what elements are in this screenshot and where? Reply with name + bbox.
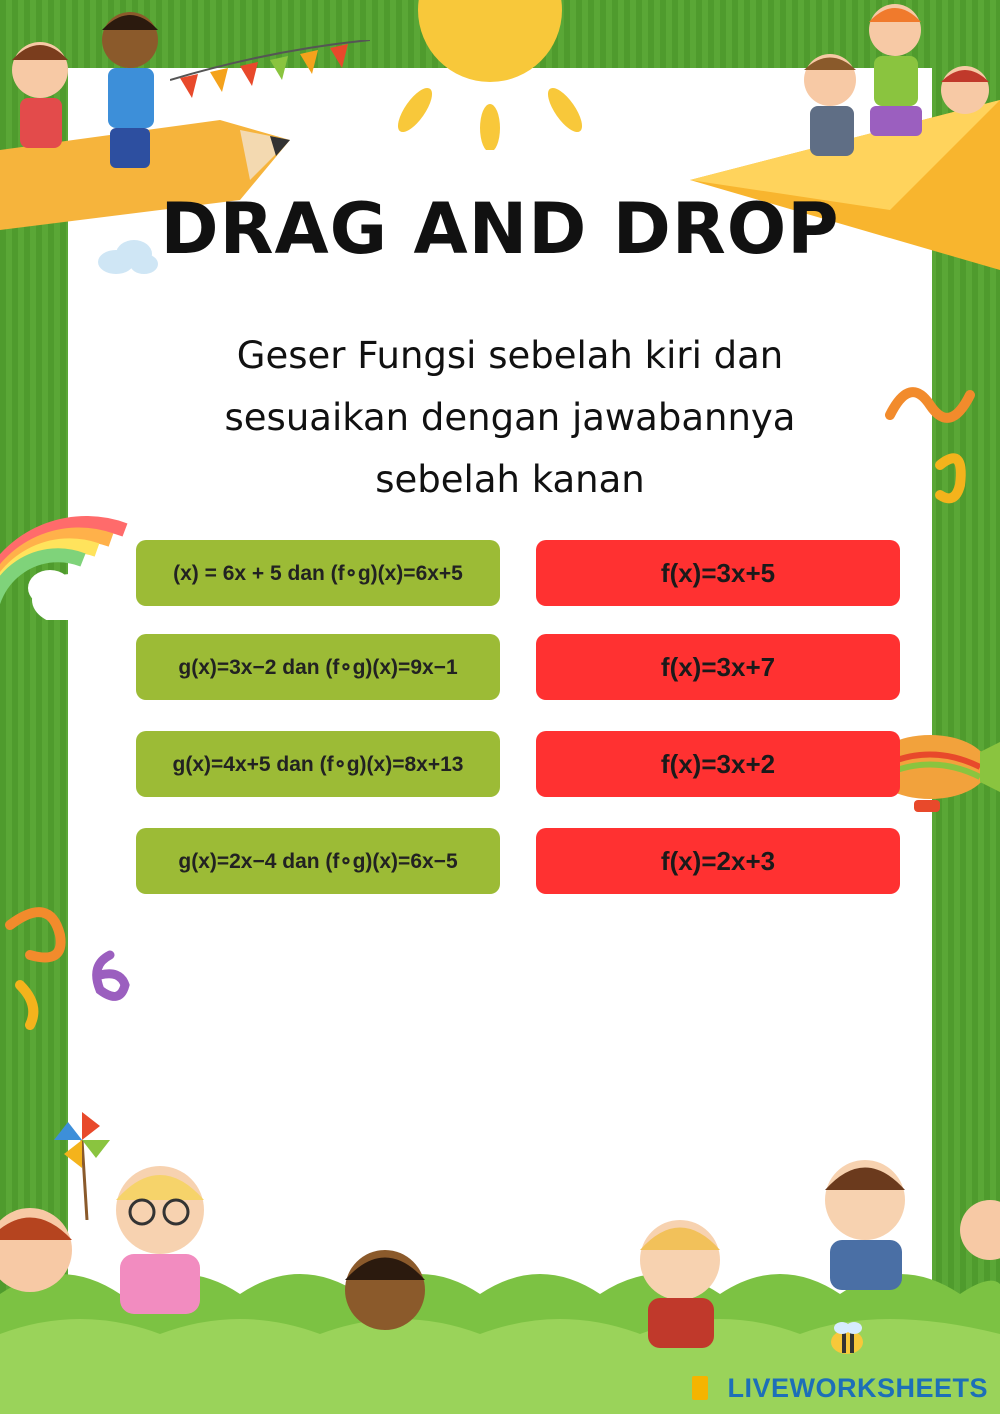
draggable-item-1[interactable]: (x) = 6x + 5 dan (f∘g)(x)=6x+5 xyxy=(136,540,500,606)
drop-target-3[interactable]: f(x)=3x+2 xyxy=(536,731,900,797)
drop-target-2[interactable]: f(x)=3x+7 xyxy=(536,634,900,700)
drop-target-4[interactable]: f(x)=2x+3 xyxy=(536,828,900,894)
worksheet-title: DRAG AND DROP xyxy=(160,188,840,270)
bee-icon xyxy=(822,1318,872,1358)
children-top-right-icon xyxy=(770,0,1000,190)
draggable-item-2[interactable]: g(x)=3x−2 dan (f∘g)(x)=9x−1 xyxy=(136,634,500,700)
draggable-item-4[interactable]: g(x)=2x−4 dan (f∘g)(x)=6x−5 xyxy=(136,828,500,894)
rainbow-icon xyxy=(0,430,130,620)
bunting-icon xyxy=(170,40,370,100)
brand-watermark[interactable]: LIVEWORKSHEETS xyxy=(727,1373,988,1403)
children-top-left-icon xyxy=(0,0,200,190)
swirl-orange-icon xyxy=(870,355,990,515)
draggable-item-3[interactable]: g(x)=4x+5 dan (f∘g)(x)=8x+13 xyxy=(136,731,500,797)
sun-icon xyxy=(370,0,610,150)
instruction-text: Geser Fungsi sebelah kiri dan sesuaikan dengan jawabannya sebelah kanan xyxy=(224,334,796,501)
drop-target-1[interactable]: f(x)=3x+5 xyxy=(536,540,900,606)
liveworksheets-logo-icon xyxy=(692,1376,708,1400)
swirl-left-icon xyxy=(0,895,140,1035)
